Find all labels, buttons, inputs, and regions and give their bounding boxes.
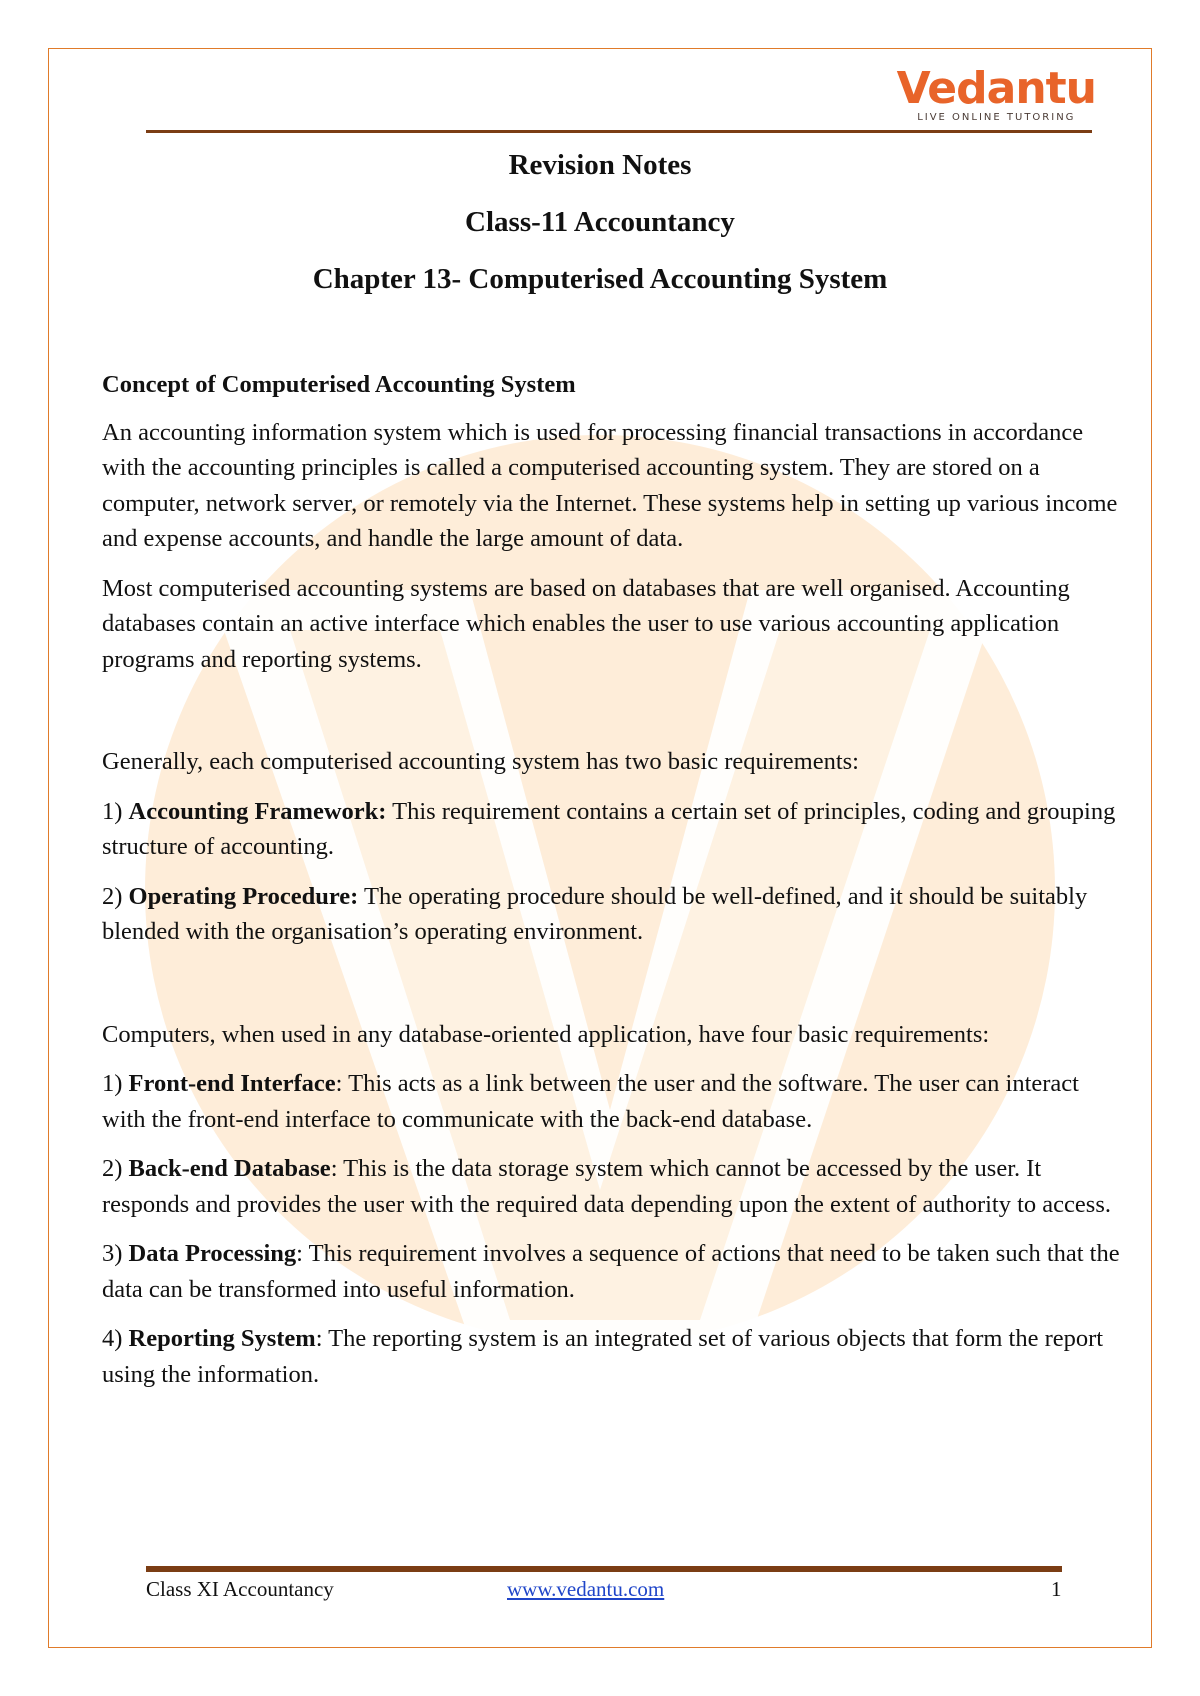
requirement-term: Back-end Database (128, 1155, 331, 1182)
doc-class: Class-11 Accountancy (465, 206, 735, 238)
logo-tagline: LIVE ONLINE TUTORING (917, 112, 1076, 123)
database-requirement-item: 1) Front-end Interface: This acts as a link between the user and the software. The user can interact with the front-end interface to communicate with the back-end database. (102, 1070, 1079, 1133)
doc-chapter: Chapter 13- Computerised Accounting System (312, 263, 888, 295)
requirement-item: 1) Accounting Framework: This requirement contains a certain set of principles, coding and grouping structure of accounting. (102, 797, 1116, 860)
requirement-term: Data Processing (128, 1240, 297, 1267)
notes-body (102, 367, 1122, 1392)
footer-divider (146, 1566, 1062, 1572)
title-block (0, 150, 1200, 321)
footer-class-label: Class XI Accountancy (146, 1577, 334, 1601)
database-requirement-item: 4) Reporting System: The reporting system is an integrated set of various objects that form the report using the information. (102, 1325, 1104, 1388)
header-divider (146, 130, 1092, 133)
database-requirement-item: 3) Data Processing: This requirement involves a sequence of actions that need to be taken such that the data can be transformed into useful information. (102, 1240, 1120, 1303)
requirement-term: Operating Procedure: (128, 882, 359, 910)
paragraph-definition: An accounting information system which is used for processing financial transactions in accordance with the accounting principles is called a computerised accounting system. They are stored on a computer, network server, or remotely via the Internet. These systems help in setting up various income and expense accounts, and handle the large amount of data. (102, 418, 1118, 552)
requirements-intro: Generally, each computerised accounting system has two basic requirements: (102, 748, 859, 775)
section-heading: Concept of Computerised Accounting System (102, 371, 576, 398)
footer-website-link[interactable]: www.vedantu.com (507, 1577, 665, 1601)
logo-wordmark: Vedantu (896, 63, 1096, 114)
page-number: 1 (1051, 1577, 1062, 1601)
database-requirement-item: 2) Back-end Database: This is the data storage system which cannot be accessed by the user. It responds and provides the user with the required data depending upon the extent of authority to access. (102, 1155, 1111, 1218)
database-requirements-intro: Computers, when used in any database-oriented application, have four basic requirements: (102, 1020, 990, 1048)
vedantu-logo[interactable] (896, 63, 1096, 123)
requirement-item: 2) Operating Procedure: The operating procedure should be well-defined, and it should be suitably blended with the organisation’s operating environment. (102, 882, 1088, 945)
requirement-term: Accounting Framework: (128, 797, 387, 825)
doc-title: Revision Notes (508, 149, 692, 181)
requirement-term: Reporting System (128, 1325, 316, 1352)
requirement-term: Front-end Interface (128, 1070, 336, 1097)
paragraph-databases: Most computerised accounting systems are based on databases that are well organised. Accounting databases contain an active interface which enables the user to use various accounting application programs and reporting systems. (102, 574, 1070, 673)
